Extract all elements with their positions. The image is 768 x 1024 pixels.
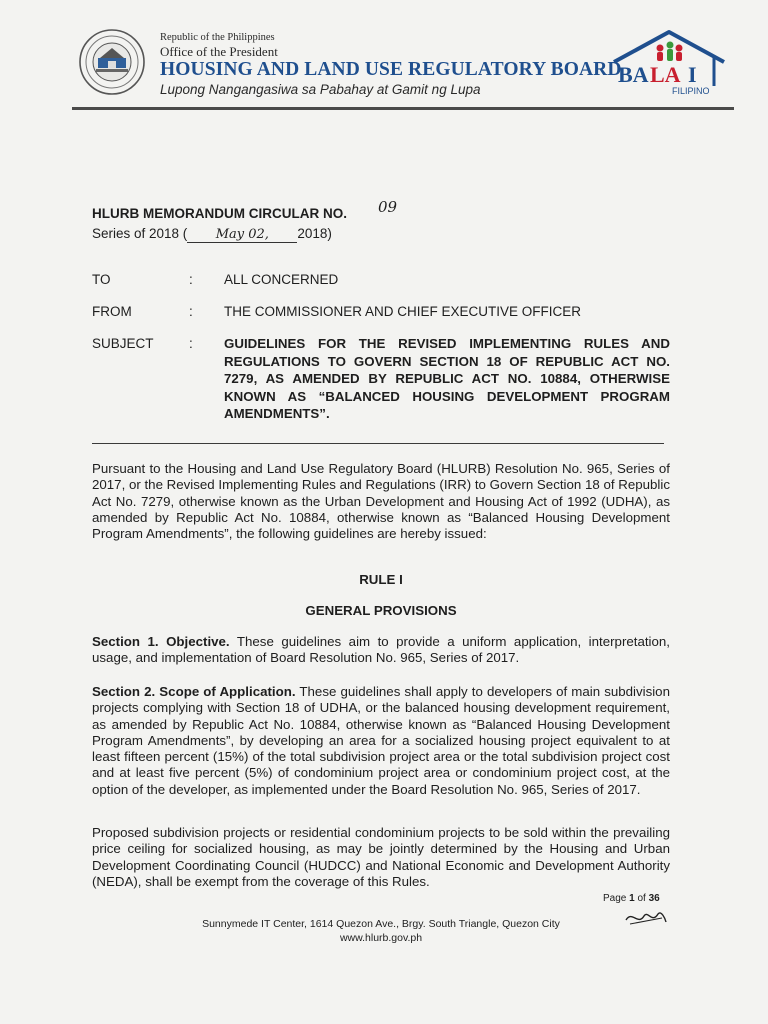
series-prefix: Series of 2018 ( xyxy=(92,226,188,241)
series-suffix: 2018) xyxy=(297,226,332,241)
header-divider xyxy=(72,107,734,110)
header-tagline: Lupong Nangangasiwa sa Pabahay at Gamit ng Lupa xyxy=(160,82,481,97)
to-value: ALL CONCERNED xyxy=(224,272,339,287)
page-current: 1 xyxy=(629,893,635,904)
section-2-text: These guidelines shall apply to developers of main subdivision projects complying with Section 18 of UDHA, or the balanced housing development requirement, as amended by Republic Act No. 10884, otherwise known as “Balanced Housing Development Program Amendments”, by developing an area for a socialized housing project equivalent to at least fifteen percent (15%) of the total subdivision project area or the total subdivision project cost and at least five percent (5%) of condominium project area or condominium project cost, at the option of the developer, as implemented under the Board Resolution No. 965, Series of 2017. xyxy=(92,684,670,797)
footer-website[interactable]: www.hlurb.gov.ph xyxy=(339,932,423,944)
balai-filipino-logo xyxy=(610,26,728,98)
to-label: TO xyxy=(92,272,111,287)
page-prefix: Page xyxy=(603,893,630,904)
footer-address: Sunnymede IT Center, 1614 Quezon Ave., Brgy. South Triangle, Quezon City xyxy=(202,918,560,930)
header-agency-name: HOUSING AND LAND USE REGULATORY BOARD xyxy=(160,59,622,80)
page-separator: of xyxy=(634,893,649,904)
subject-value: GUIDELINES FOR THE REVISED IMPLEMENTING RULES AND REGULATIONS TO GOVERN SECTION 18 OF REPUBLIC ACT NO. 7279, AS AMENDED BY REPUBLIC ACT NO. 10884, OTHERWISE KNOWN AS “BALANCED HOUSING DEVELOPMENT PROGRAM AMENDMENTS”. xyxy=(224,336,670,421)
rule-title: GENERAL PROVISIONS xyxy=(305,603,457,618)
page-total: 36 xyxy=(648,893,660,904)
exemption-paragraph: Proposed subdivision projects or residential condominium projects to be sold within the prevailing price ceiling for socialized housing, as may be jointly determined by the Housing and Urban Development Coordinating Council (HUDCC) and National Economic and Development Authority (NEDA), shall be exempt from the coverage of this Rules. xyxy=(92,825,670,889)
section-2-heading: Section 2. Scope of Application. xyxy=(92,684,296,699)
svg-text:FILIPINO: FILIPINO xyxy=(672,86,710,96)
page-number xyxy=(603,893,660,904)
section-2-paragraph xyxy=(92,684,670,798)
intro-paragraph: Pursuant to the Housing and Land Use Regulatory Board (HLURB) Resolution No. 965, Series of 2017, or the Revised Implementing Rules and Regulations (IRR) to Govern Section 18 of Republic Act No. 7279, otherwise known as the Urban Development and Housing Act of 1992 (UDHA), as amended by Republic Act No. 10884, otherwise known as “Balanced Housing Development Program Amendments”, the following guidelines are hereby issued: xyxy=(92,461,670,542)
section-1-heading: Section 1. Objective. xyxy=(92,634,230,649)
from-colon: : xyxy=(189,304,193,319)
routing-divider xyxy=(92,443,664,444)
svg-text:I: I xyxy=(688,62,697,87)
svg-text:BA: BA xyxy=(618,62,649,87)
header-republic: Republic of the Philippines xyxy=(160,32,275,43)
from-value: THE COMMISSIONER AND CHIEF EXECUTIVE OFFICER xyxy=(224,304,582,319)
memo-series xyxy=(92,226,332,243)
memo-title: HLURB MEMORANDUM CIRCULAR NO. xyxy=(92,206,347,221)
to-colon: : xyxy=(189,272,193,287)
section-1-text: These guidelines aim to provide a uniform application, interpretation, usage, and implementation of Board Resolution No. 965, Series of 2017. xyxy=(92,634,670,666)
rule-heading: RULE I xyxy=(359,572,403,587)
subject-colon: : xyxy=(189,336,193,351)
memo-number-handwritten: 09 xyxy=(378,198,398,216)
subject-label: SUBJECT xyxy=(92,336,154,351)
section-1-paragraph xyxy=(92,634,670,667)
series-date-handwritten: May 02, xyxy=(187,228,297,243)
header-office: Office of the President xyxy=(160,44,278,59)
svg-text:LA: LA xyxy=(650,62,681,87)
hlurb-seal-logo xyxy=(78,28,146,96)
from-label: FROM xyxy=(92,304,132,319)
